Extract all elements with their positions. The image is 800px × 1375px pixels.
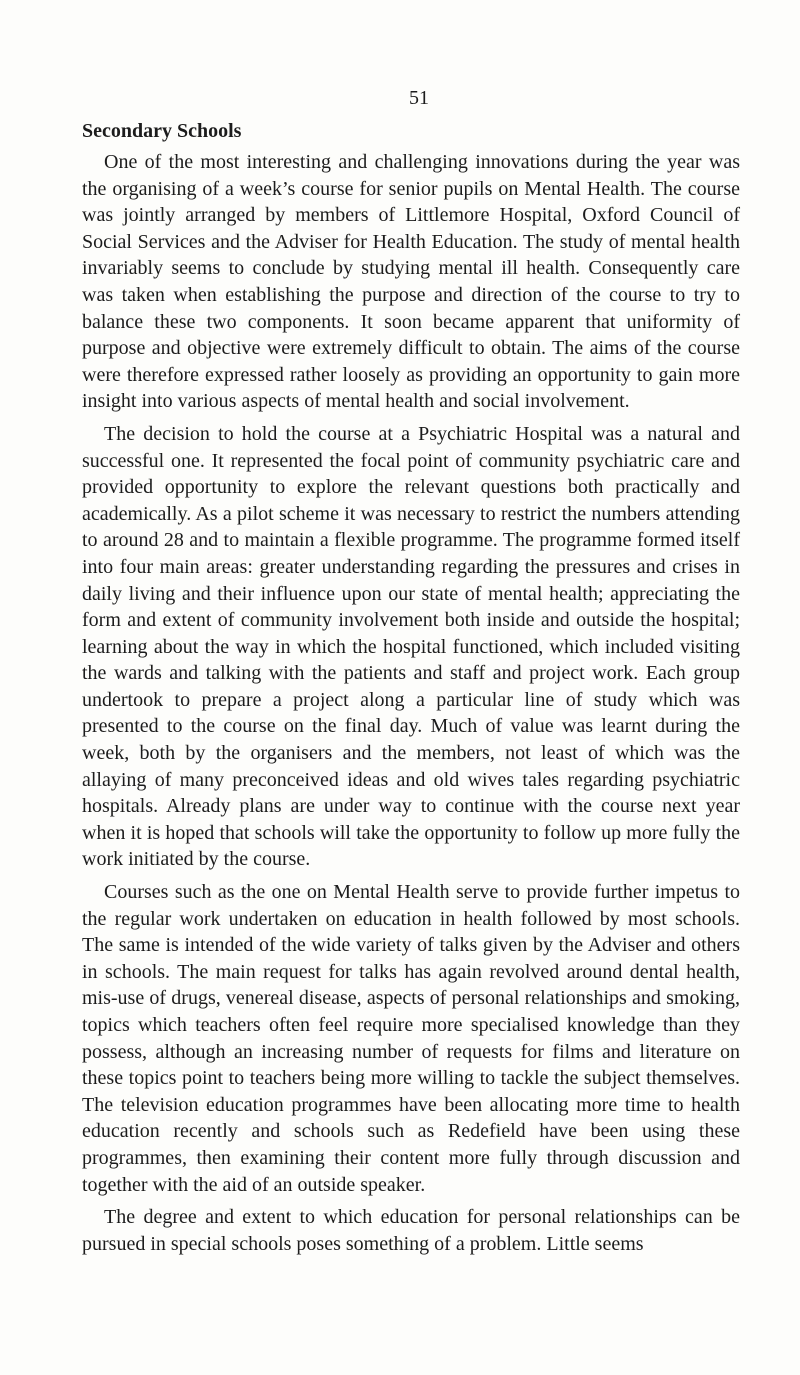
- paragraph-4: The degree and extent to which education for personal relationships can be pursued in special schools poses something of a problem. Little seems: [82, 1206, 740, 1255]
- paragraph-1: One of the most interesting and challenging innovations during the year was the organising of a week’s course for senior pupils on Mental Health. The course was jointly arranged by members of Littlemore Hospital, Oxford Council of Social Services and the Adviser for Health Education. The study of mental health invariably seems to conclude by studying mental ill health. Consequently care was taken when establishing the purpose and direction of the course to try to balance these two components. It soon became apparent that uniformity of purpose and objective were extremely difficult to obtain. The aims of the course were therefore expressed rather loosely as providing an opportunity to gain more insight into various aspects of mental health and social involvement.: [82, 151, 740, 413]
- section-heading: Secondary Schools: [82, 120, 242, 142]
- document-page: [82, 86, 740, 1263]
- paragraph-3: Courses such as the one on Mental Health serve to provide further impetus to the regular work undertaken on education in health followed by most schools. The same is intended of the wide variety of talks given by the Adviser and others in schools. The main request for talks has again revolved around dental health, mis-use of drugs, venereal disease, aspects of personal relationships and smoking, topics which teachers often feel require more specialised knowledge than they possess, although an increasing number of requests for films and literature on these topics point to teachers being more willing to tackle the subject themselves. The television education programmes have been allocating more time to health education recently and schools such as Redefield have been using these programmes, then examining their content more fully through discussion and together with the aid of an outside speaker.: [82, 881, 740, 1196]
- paragraph-2: The decision to hold the course at a Psychiatric Hospital was a natural and successful one. It represented the focal point of community psychiatric care and provided opportunity to explore the relevant questions both practically and academically. As a pilot scheme it was necessary to restrict the numbers attending to around 28 and to maintain a flexible programme. The programme formed itself into four main areas: greater understanding regarding the pressures and crises in daily living and their influence upon our state of mental health; appreciating the form and extent of community involvement both inside and outside the hospital; learning about the way in which the hospital functioned, which included visiting the wards and talking with the patients and staff and project work. Each group undertook to prepare a project along a particular line of study which was presented to the course on the final day. Much of value was learnt during the week, both by the organisers and the members, not least of which was the allaying of many preconceived ideas and old wives tales regarding psychiatric hospitals. Already plans are under way to continue with the course next year when it is hoped that schools will take the opportunity to follow up more fully the work initiated by the course.: [82, 422, 740, 871]
- page-number: 51: [409, 87, 429, 109]
